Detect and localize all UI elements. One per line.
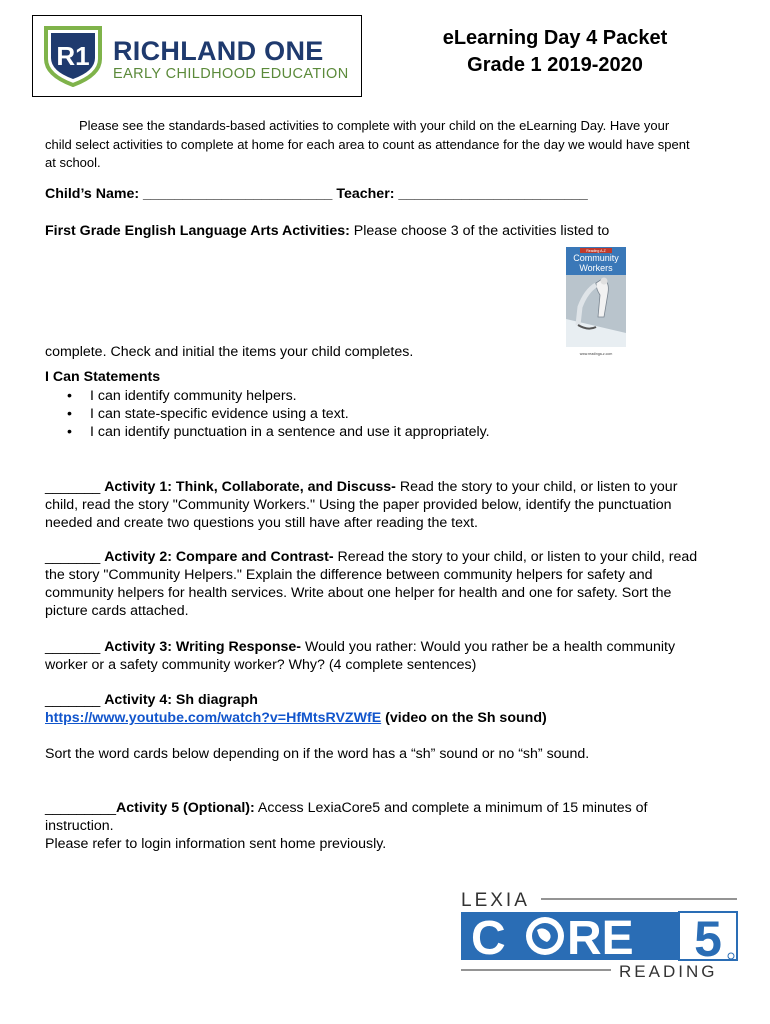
lexia-five: 5	[694, 911, 722, 967]
community-workers-book-cover	[566, 247, 626, 357]
child-name-label: Child’s Name:	[45, 186, 140, 202]
activity-3-text: Would you rather: Would you rather be a health community worker or a safety community worker? Why? (4 complete sentences)	[45, 639, 676, 673]
activity-4	[45, 691, 705, 727]
teacher-label: Teacher:	[336, 186, 395, 202]
activity-5-blank[interactable]: _________	[45, 800, 117, 816]
activity-2-blank[interactable]: _______	[45, 549, 101, 565]
ican-item: • I can identify punctuation in a sentence and use it appropriately.	[45, 423, 705, 441]
activity-5	[45, 799, 705, 853]
lexia-top: LEXIA	[461, 890, 530, 911]
ela-text-start: Please choose 3 of the activities listed to	[353, 223, 610, 239]
book-series: Reading A-Z	[586, 249, 606, 253]
activity-4-link-note: (video on the Sh sound)	[385, 710, 547, 726]
activity-5-label: Activity 5 (Optional):	[116, 800, 255, 816]
teacher-blank[interactable]: ________________________	[398, 186, 588, 202]
packet-title: eLearning Day 4 Packet	[442, 27, 668, 49]
activity-4-sort: Sort the word cards below depending on if the word has a “sh” sound or no “sh” sound.	[45, 746, 590, 762]
activity-1-text: Read the story to your child, or listen to your child, read the story "Community Workers." Using the paper provided below, identify the punctuation needed and create two questions you still have after reading the text.	[45, 479, 678, 531]
book-title-line1: Community	[573, 253, 619, 263]
ela-intro	[45, 222, 705, 240]
ican-heading: I Can Statements	[45, 369, 161, 385]
book-title-line2: Workers	[579, 263, 613, 273]
activity-2	[45, 548, 705, 620]
ican-item: • I can state-specific evidence using a text.	[45, 405, 705, 423]
lexia-core-left: C	[471, 912, 506, 965]
book-footer: www.readinga-z.com	[579, 352, 613, 356]
activity-4-label: Activity 4: Sh diagraph	[104, 692, 258, 708]
lexia-bottom: READING	[619, 962, 718, 980]
globe-icon	[526, 917, 564, 955]
activity-1-label: Activity 1: Think, Collaborate, and Discuss-	[104, 479, 396, 495]
ela-text-end: complete. Check and initial the items your child completes.	[45, 344, 414, 360]
logo-name: RICHLAND ONE	[113, 36, 324, 66]
activity-4-video-link[interactable]: https://www.youtube.com/watch?v=HfMtsRVZWfE	[45, 710, 382, 726]
names-line	[45, 185, 705, 203]
activity-5-login: Please refer to login information sent home previously.	[45, 836, 387, 852]
intro-paragraph: Please see the standards-based activities to complete with your child on the eLearning Day. Have your child select activities to complete at home for each area to count as attendance for the day we would have spent at school.	[45, 118, 690, 170]
activity-2-text: Reread the story to your child, or listen to your child, read the story "Community Helpers." Explain the difference between community helpers for safety and community helpers for health services. Write about one helper for health and one for safety. Sort the picture cards attached.	[45, 549, 698, 619]
lexia-core5-logo	[461, 888, 741, 980]
activity-1	[45, 478, 705, 532]
child-name-blank[interactable]: ________________________	[143, 186, 333, 202]
shield-icon	[42, 25, 104, 87]
logo-badge: R1	[56, 41, 90, 71]
ela-label: First Grade English Language Arts Activities:	[45, 223, 350, 239]
lexia-core-right: RE	[567, 912, 634, 965]
activity-1-blank[interactable]: _______	[45, 479, 101, 495]
ican-item: • I can identify community helpers.	[45, 387, 705, 405]
activity-3-label: Activity 3: Writing Response-	[104, 639, 302, 655]
ican-section	[45, 368, 705, 441]
activity-4-blank[interactable]: _______	[45, 692, 101, 708]
richland-one-logo	[32, 15, 362, 97]
activity-3-blank[interactable]: _______	[45, 639, 101, 655]
logo-tagline: EARLY CHILDHOOD EDUCATION	[113, 66, 349, 82]
activity-2-label: Activity 2: Compare and Contrast-	[104, 549, 334, 565]
packet-grade: Grade 1 2019-2020	[467, 54, 643, 76]
activity-3	[45, 638, 705, 674]
activity-5-text: Access LexiaCore5 and complete a minimum of 15 minutes of instruction.	[45, 800, 648, 834]
